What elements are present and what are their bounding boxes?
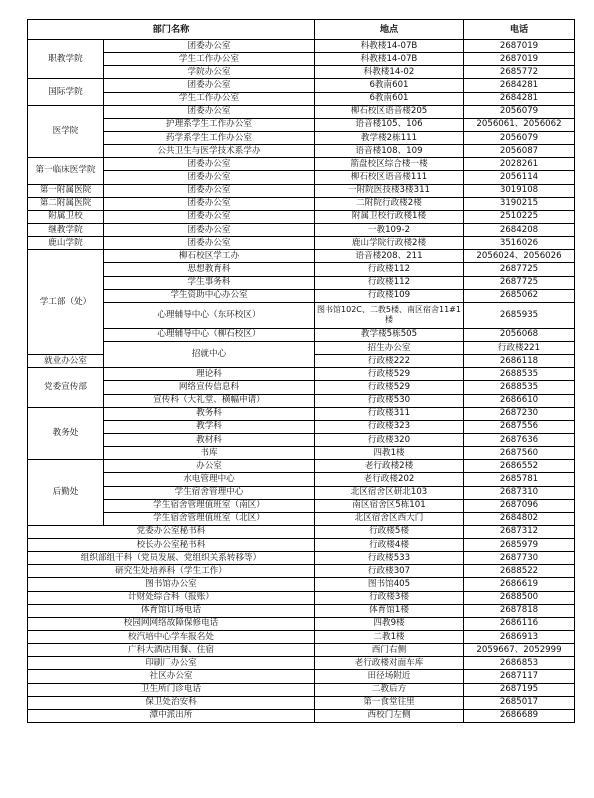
location-cell: 体育馆1楼 [315, 604, 464, 617]
location-cell: 语音楼208、211 [315, 250, 464, 263]
phone-cell: 2688522 [464, 565, 575, 578]
dept-group-cell: 第一临床医学院 [28, 158, 104, 184]
table-row [28, 276, 575, 289]
table-row [28, 66, 575, 79]
sub-dept-cell: 团委办公室 [104, 158, 315, 171]
table-row [28, 210, 575, 223]
dept-group-cell: 国际学院 [28, 79, 104, 105]
table-row [28, 197, 575, 210]
table-row [28, 302, 575, 328]
location-cell: 科教楼14-02 [315, 66, 464, 79]
sub-dept-cell: 学生宿舍管理中心 [104, 486, 315, 499]
location-cell: 附属卫校行政楼1楼 [315, 210, 464, 223]
dept-name-cell: 社区办公室 [28, 670, 315, 683]
sub-dept-cell: 学生工作办公室 [104, 92, 315, 105]
dept-name-cell: 校汽培中心学车报名处 [28, 631, 315, 644]
table-row [28, 644, 575, 657]
dept-group-cell: 后勤处 [28, 460, 104, 526]
dept-name-cell: 校园网网络故障保修电话 [28, 617, 315, 630]
table-row [28, 709, 575, 722]
phone-cell: 2686118 [464, 355, 575, 368]
table-row [28, 158, 575, 171]
table-row [28, 145, 575, 158]
table-row [28, 525, 575, 538]
sub-dept-cell: 心理辅导中心（柳石校区） [104, 328, 315, 341]
sub-dept-cell: 柳石校区学工办 [104, 250, 315, 263]
dept-group-cell: 学工部（处） [28, 250, 104, 355]
table-row [28, 341, 575, 354]
phone-cell: 2686116 [464, 617, 575, 630]
table-row [28, 539, 575, 552]
location-cell: 四教9楼 [315, 617, 464, 630]
directory-body [28, 40, 575, 723]
location-cell: 南区宿舍区5栋101 [315, 499, 464, 512]
phone-cell: 2685935 [464, 302, 575, 328]
location-cell: 西校门左侧 [315, 709, 464, 722]
phone-cell: 2056079 [464, 131, 575, 144]
phone-cell: 2685781 [464, 473, 575, 486]
header-phone: 电话 [464, 20, 575, 40]
location-cell: 北区宿舍区西大门 [315, 512, 464, 525]
location-cell: 行政楼533 [315, 552, 464, 565]
dept-name-cell: 潭中派出所 [28, 709, 315, 722]
phone-cell: 2687560 [464, 447, 575, 460]
sub-dept-cell: 招生办公室 [315, 341, 464, 354]
table-row [28, 289, 575, 302]
sub-dept-cell: 学生宿舍管理值班室（南区） [104, 499, 315, 512]
location-cell: 箭盘校区综合楼一楼 [315, 158, 464, 171]
location-cell: 行政楼3楼 [315, 591, 464, 604]
table-row [28, 407, 575, 420]
phone-cell: 2688535 [464, 381, 575, 394]
phone-cell: 2687019 [464, 40, 575, 53]
table-row [28, 131, 575, 144]
phone-cell: 2687117 [464, 670, 575, 683]
sub-dept-cell: 护理系学生工作办公室 [104, 118, 315, 131]
dept-name-cell: 印刷厂办公室 [28, 657, 315, 670]
location-cell: 一附院医技楼3楼311 [315, 184, 464, 197]
sub-dept-cell: 学生资助中心办公室 [104, 289, 315, 302]
dept-group-cell: 附属卫校 [28, 210, 104, 223]
sub-dept-cell: 办公室 [104, 460, 315, 473]
location-cell: 第一食堂往里 [315, 696, 464, 709]
location-cell: 图书馆102C、二教5楼、南区宿舍11#1楼 [315, 302, 464, 328]
location-cell: 教学楼5栋505 [315, 328, 464, 341]
phone-cell: 3190215 [464, 197, 575, 210]
phone-cell: 2056061、2056062 [464, 118, 575, 131]
phone-cell: 2510225 [464, 210, 575, 223]
table-row [28, 683, 575, 696]
phone-cell: 2687725 [464, 263, 575, 276]
dept-group-cell: 职教学院 [28, 40, 104, 79]
table-row [28, 631, 575, 644]
location-cell: 老行政楼202 [315, 473, 464, 486]
phone-cell: 2687725 [464, 276, 575, 289]
location-cell: 二附院行政楼2楼 [315, 197, 464, 210]
location-cell: 行政楼307 [315, 565, 464, 578]
dept-group-cell: 教务处 [28, 407, 104, 460]
table-row [28, 578, 575, 591]
phone-cell: 2687019 [464, 53, 575, 66]
location-cell: 老行政楼对面车库 [315, 657, 464, 670]
table-row [28, 171, 575, 184]
phone-cell: 2686913 [464, 631, 575, 644]
sub-dept-cell: 学生宿舍管理值班室（北区） [104, 512, 315, 525]
location-cell: 行政楼5楼 [315, 525, 464, 538]
location-cell: 语音楼105、106 [315, 118, 464, 131]
sub-dept-cell: 学院办公室 [104, 66, 315, 79]
sub-dept-cell: 学生事务科 [104, 276, 315, 289]
table-row [28, 237, 575, 250]
phone-cell: 2686853 [464, 657, 575, 670]
phone-cell: 2687195 [464, 683, 575, 696]
sub-dept-cell: 教务科 [104, 407, 315, 420]
header-location: 地点 [315, 20, 464, 40]
table-row [28, 591, 575, 604]
location-cell: 行政楼530 [315, 394, 464, 407]
location-cell: 鹿山学院行政楼2楼 [315, 237, 464, 250]
table-row [28, 420, 575, 433]
dept-name-cell: 广科大酒店用餐、住宿 [28, 644, 315, 657]
phone-cell: 2684281 [464, 92, 575, 105]
phone-cell: 2059667、2052999 [464, 644, 575, 657]
sub-dept-cell: 团委办公室 [104, 105, 315, 118]
sub-dept-cell: 思想教育科 [104, 263, 315, 276]
location-cell: 一教109-2 [315, 223, 464, 236]
table-row [28, 40, 575, 53]
sub-dept-cell: 团委办公室 [104, 79, 315, 92]
location-cell: 老行政楼2楼 [315, 460, 464, 473]
phone-cell: 2056114 [464, 171, 575, 184]
phone-cell: 2687312 [464, 525, 575, 538]
sub-dept-cell: 团委办公室 [104, 184, 315, 197]
dept-group-cell: 招就中心 [104, 341, 315, 367]
phone-directory [27, 19, 574, 723]
location-cell: 行政楼4楼 [315, 539, 464, 552]
sub-dept-cell: 团委办公室 [104, 171, 315, 184]
dept-name-cell: 保卫处治安科 [28, 696, 315, 709]
sub-dept-cell: 教学科 [104, 420, 315, 433]
phone-cell: 3516026 [464, 237, 575, 250]
header-row [28, 20, 575, 40]
table-row [28, 617, 575, 630]
phone-cell: 2687230 [464, 407, 575, 420]
dept-group-cell: 第一附属医院 [28, 184, 104, 197]
location-cell: 行政楼320 [315, 433, 464, 446]
phone-cell: 2056079 [464, 105, 575, 118]
table-row [28, 118, 575, 131]
phone-cell: 2056024、2056026 [464, 250, 575, 263]
location-cell: 教学楼2栋111 [315, 131, 464, 144]
table-row [28, 394, 575, 407]
phone-cell: 2684802 [464, 512, 575, 525]
table-row [28, 552, 575, 565]
phone-cell: 2028261 [464, 158, 575, 171]
table-row [28, 499, 575, 512]
table-row [28, 657, 575, 670]
sub-dept-cell: 团委办公室 [104, 40, 315, 53]
table-row [28, 670, 575, 683]
sub-dept-cell: 团委办公室 [104, 237, 315, 250]
header-dept: 部门名称 [28, 20, 315, 40]
phone-cell: 2056068 [464, 328, 575, 341]
location-cell: 行政楼109 [315, 289, 464, 302]
table-row [28, 433, 575, 446]
location-cell: 图书馆405 [315, 578, 464, 591]
dept-name-cell: 组织部组干科（党员发展、党组织关系转移等） [28, 552, 315, 565]
table-row [28, 381, 575, 394]
phone-cell: 2056087 [464, 145, 575, 158]
location-cell: 语音楼108、109 [315, 145, 464, 158]
location-cell: 柳石校区语音楼111 [315, 171, 464, 184]
phone-cell: 2688500 [464, 591, 575, 604]
phone-cell: 2686689 [464, 709, 575, 722]
dept-group-cell: 鹿山学院 [28, 237, 104, 250]
location-cell: 行政楼112 [315, 276, 464, 289]
sub-dept-cell: 团委办公室 [104, 223, 315, 236]
sub-dept-cell: 药学系学生工作办公室 [104, 131, 315, 144]
location-cell: 行政楼323 [315, 420, 464, 433]
location-cell: 北区宿舍区研北103 [315, 486, 464, 499]
table-row [28, 53, 575, 66]
dept-group-cell: 继教学院 [28, 223, 104, 236]
phone-cell: 2687818 [464, 604, 575, 617]
directory-table [27, 19, 575, 723]
table-row [28, 184, 575, 197]
location-cell: 科教楼14-07B [315, 40, 464, 53]
dept-group-cell: 党委宣传部 [28, 368, 104, 407]
dept-name-cell: 计财处综合科（报账） [28, 591, 315, 604]
location-cell: 二教1楼 [315, 631, 464, 644]
table-row [28, 368, 575, 381]
sub-dept-cell: 团委办公室 [104, 210, 315, 223]
table-row [28, 328, 575, 341]
sub-dept-cell: 团委办公室 [104, 197, 315, 210]
table-row [28, 447, 575, 460]
sub-dept-cell: 公共卫生与医学技术系学办 [104, 145, 315, 158]
sub-dept-cell: 水电管理中心 [104, 473, 315, 486]
phone-cell: 2685979 [464, 539, 575, 552]
phone-cell: 2685017 [464, 696, 575, 709]
phone-cell: 2686619 [464, 578, 575, 591]
phone-cell: 2686552 [464, 460, 575, 473]
phone-cell: 2687310 [464, 486, 575, 499]
table-row [28, 460, 575, 473]
phone-cell: 2684281 [464, 79, 575, 92]
dept-name-cell: 卫生所门诊电话 [28, 683, 315, 696]
table-row [28, 473, 575, 486]
dept-name-cell: 党委办公室秘书科 [28, 525, 315, 538]
sub-dept-cell: 学生工作办公室 [104, 53, 315, 66]
location-cell: 行政楼529 [315, 381, 464, 394]
phone-cell: 2685772 [464, 66, 575, 79]
table-row [28, 92, 575, 105]
table-row [28, 263, 575, 276]
phone-cell: 3019108 [464, 184, 575, 197]
phone-cell: 2687096 [464, 499, 575, 512]
phone-cell: 2688535 [464, 368, 575, 381]
sub-dept-cell: 书库 [104, 447, 315, 460]
location-cell: 行政楼112 [315, 263, 464, 276]
location-cell: 二教后方 [315, 683, 464, 696]
location-cell: 6教南601 [315, 79, 464, 92]
sub-dept-cell: 心理辅导中心（东环校区） [104, 302, 315, 328]
dept-group-cell: 第二附属医院 [28, 197, 104, 210]
location-cell: 西门右侧 [315, 644, 464, 657]
table-row [28, 250, 575, 263]
sub-dept-cell: 理论科 [104, 368, 315, 381]
phone-cell: 2687636 [464, 433, 575, 446]
location-cell: 科教楼14-07B [315, 53, 464, 66]
sub-dept-cell: 网络宣传信息科 [104, 381, 315, 394]
dept-name-cell: 体育馆订场电话 [28, 604, 315, 617]
phone-cell: 2687556 [464, 420, 575, 433]
phone-cell: 2686610 [464, 394, 575, 407]
table-row [28, 223, 575, 236]
location-cell: 柳石校区语音楼205 [315, 105, 464, 118]
sub-dept-cell: 就业办公室 [28, 355, 104, 368]
table-row [28, 565, 575, 578]
phone-cell: 2685062 [464, 289, 575, 302]
location-cell: 6教南601 [315, 92, 464, 105]
table-row [28, 105, 575, 118]
table-row [28, 486, 575, 499]
sub-dept-cell: 宣传科（大礼堂、横幅申请） [104, 394, 315, 407]
table-row [28, 512, 575, 525]
location-cell: 行政楼222 [315, 355, 464, 368]
location-cell: 行政楼311 [315, 407, 464, 420]
dept-group-cell: 医学院 [28, 105, 104, 158]
location-cell: 田径场附近 [315, 670, 464, 683]
dept-name-cell: 校长办公室秘书科 [28, 539, 315, 552]
dept-name-cell: 图书馆办公室 [28, 578, 315, 591]
location-cell: 行政楼529 [315, 368, 464, 381]
dept-name-cell: 研究生处培养科（学生工作） [28, 565, 315, 578]
phone-cell: 2684208 [464, 223, 575, 236]
table-row [28, 604, 575, 617]
phone-cell: 2687730 [464, 552, 575, 565]
sub-dept-cell: 教材科 [104, 433, 315, 446]
location-cell: 四教1楼 [315, 447, 464, 460]
table-row [28, 696, 575, 709]
table-row [28, 79, 575, 92]
location-cell: 行政楼221 [464, 341, 575, 354]
